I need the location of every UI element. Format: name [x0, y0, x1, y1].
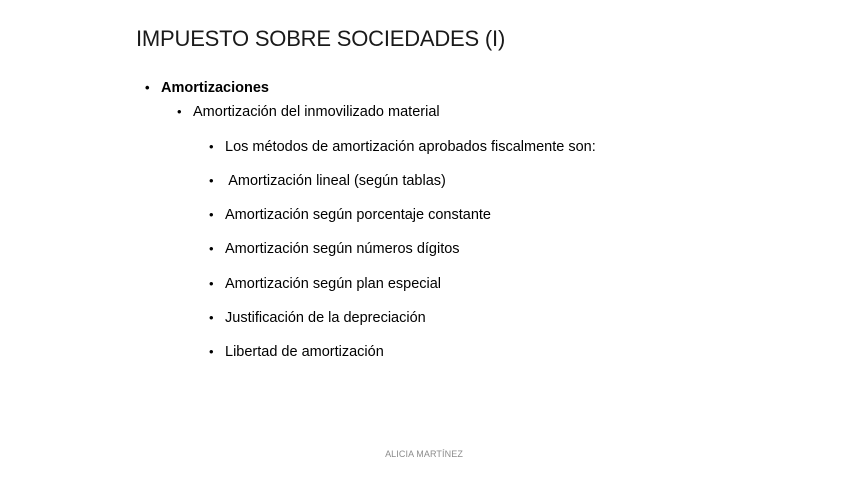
bullet-level1	[145, 80, 269, 96]
bullet-dot-icon: •	[209, 344, 214, 359]
bullet-level3-item	[209, 241, 460, 257]
bullet-level3-text: Amortización según plan especial	[225, 276, 442, 292]
bullet-level3-item	[209, 310, 426, 326]
bullet-level3-item	[209, 173, 446, 189]
bullet-level3-item	[209, 207, 491, 223]
bullet-level3-item	[209, 276, 441, 292]
bullet-dot-icon: •	[209, 310, 214, 325]
bullet-level3-text: Justificación de la depreciación	[225, 310, 426, 326]
bullet-dot-icon: •	[209, 241, 214, 256]
bullet-dot-icon: •	[209, 276, 214, 291]
bullet-level3-text: Libertad de amortización	[225, 344, 384, 360]
bullet-level3-text: Amortización lineal (según tablas)	[225, 173, 446, 189]
bullet-level3-item	[209, 139, 596, 155]
bullet-level2-text: Amortización del inmovilizado material	[193, 104, 440, 120]
bullet-level3-text: Amortización según números dígitos	[225, 241, 460, 257]
slide-footer: ALICIA MARTÍNEZ	[385, 449, 463, 459]
bullet-level3-item	[209, 344, 384, 360]
bullet-level1-text: Amortizaciones	[161, 80, 269, 96]
bullet-dot-icon: •	[209, 207, 214, 222]
slide-title: IMPUESTO SOBRE SOCIEDADES (I)	[136, 26, 506, 51]
bullet-level3-text: Los métodos de amortización aprobados fiscalmente son:	[225, 139, 596, 155]
bullet-level3-text: Amortización según porcentaje constante	[225, 207, 491, 223]
bullet-dot-icon: •	[209, 173, 214, 188]
bullet-dot-icon: •	[209, 139, 214, 154]
bullet-dot-icon: •	[145, 80, 150, 95]
bullet-level2	[177, 104, 440, 120]
bullet-dot-icon: •	[177, 104, 182, 119]
